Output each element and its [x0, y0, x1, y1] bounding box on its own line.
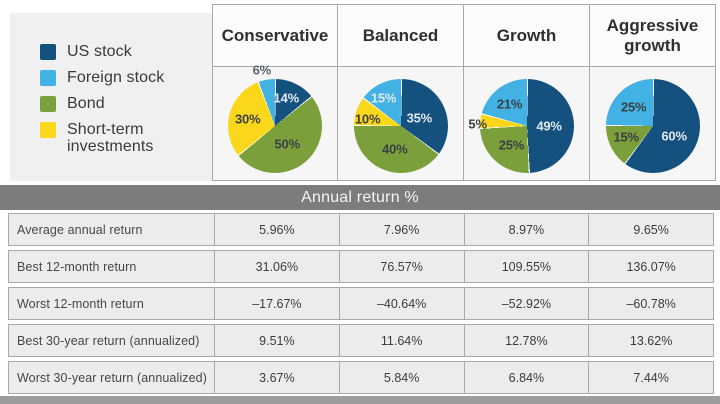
return-value: 109.55% [464, 251, 589, 282]
pie-slice-label: 5% [468, 116, 487, 132]
return-value: 5.96% [214, 214, 339, 245]
return-value: 11.64% [339, 325, 464, 356]
portfolio-header: Growth [464, 5, 589, 67]
pie-chart-aggressive-growth [606, 79, 700, 173]
return-value: 3.67% [214, 362, 339, 393]
pie-slice-label: 35% [406, 110, 433, 126]
annual-return-band: Annual return % [0, 185, 720, 210]
table-row [8, 213, 714, 246]
return-value: 7.44% [588, 362, 713, 393]
pie-cell [213, 62, 337, 180]
short-term-swatch-icon [40, 122, 56, 138]
bottom-bar [0, 396, 720, 404]
returns-table [8, 213, 714, 398]
column-conservative [212, 4, 338, 181]
pie-slice-label: 25% [620, 99, 647, 115]
pie-slice-label: 21% [496, 96, 523, 112]
row-label: Average annual return [17, 222, 143, 237]
pie-slice-label: 30% [235, 111, 261, 127]
pie-slice-label: 60% [661, 128, 687, 144]
legend-label: Foreign stock [67, 69, 165, 86]
return-value: 76.57% [339, 251, 464, 282]
return-value: –40.64% [339, 288, 464, 319]
return-value: 12.78% [464, 325, 589, 356]
pie-chart-growth [468, 79, 574, 173]
return-value: 13.62% [588, 325, 713, 356]
return-value: –60.78% [588, 288, 713, 319]
column-aggressive-growth [589, 4, 716, 181]
pie-cell [338, 67, 463, 180]
legend-item-short-term [40, 121, 212, 155]
column-balanced [337, 4, 464, 181]
return-value: 8.97% [464, 214, 589, 245]
table-row [8, 250, 714, 283]
pie-slice-label: 14% [273, 90, 299, 106]
row-label: Best 12-month return [17, 259, 137, 274]
column-growth [463, 4, 590, 181]
legend-label: Short-term investments [67, 121, 154, 155]
row-label: Best 30-year return (annualized) [17, 333, 200, 348]
return-value: 136.07% [588, 251, 713, 282]
table-row [8, 361, 714, 394]
legend-label: US stock [67, 43, 132, 60]
return-value: 9.65% [588, 214, 713, 245]
pie-icon [606, 79, 700, 173]
pie-cell [464, 67, 589, 180]
pie-slice-label: 49% [536, 118, 562, 134]
portfolio-header: Balanced [338, 5, 463, 67]
pie-chart-conservative [228, 62, 322, 173]
row-label: Worst 30-year return (annualized) [17, 370, 207, 385]
portfolio-header: Aggressive growth [590, 5, 715, 67]
bond-swatch-icon [40, 96, 56, 112]
pie-cell [590, 67, 715, 180]
legend-item-us-stock [40, 43, 212, 60]
pie-slice-label: 50% [274, 136, 300, 152]
row-label: Worst 12-month return [17, 296, 144, 311]
table-row [8, 324, 714, 357]
legend [10, 13, 212, 181]
return-value: 6.84% [464, 362, 589, 393]
pie-slice-label: 15% [613, 129, 639, 145]
us-stock-swatch-icon [40, 44, 56, 60]
legend-item-bond [40, 95, 212, 112]
foreign-stock-swatch-icon [40, 70, 56, 86]
pie-slice-label: 10% [354, 111, 381, 127]
return-value: 9.51% [214, 325, 339, 356]
legend-item-foreign-stock [40, 69, 212, 86]
pie-slice-label: 6% [252, 62, 272, 78]
return-value: –17.67% [214, 288, 339, 319]
return-value: 7.96% [339, 214, 464, 245]
pie-chart-balanced [354, 79, 448, 173]
legend-label: Bond [67, 95, 105, 112]
portfolio-header: Conservative [213, 5, 337, 67]
pie-slice-label: 40% [382, 141, 408, 157]
pie-slice-label: 25% [498, 137, 525, 153]
return-value: 5.84% [339, 362, 464, 393]
pie-slice-label: 15% [370, 90, 397, 106]
return-value: –52.92% [464, 288, 589, 319]
table-row [8, 287, 714, 320]
portfolio-columns [212, 4, 716, 181]
return-value: 31.06% [214, 251, 339, 282]
